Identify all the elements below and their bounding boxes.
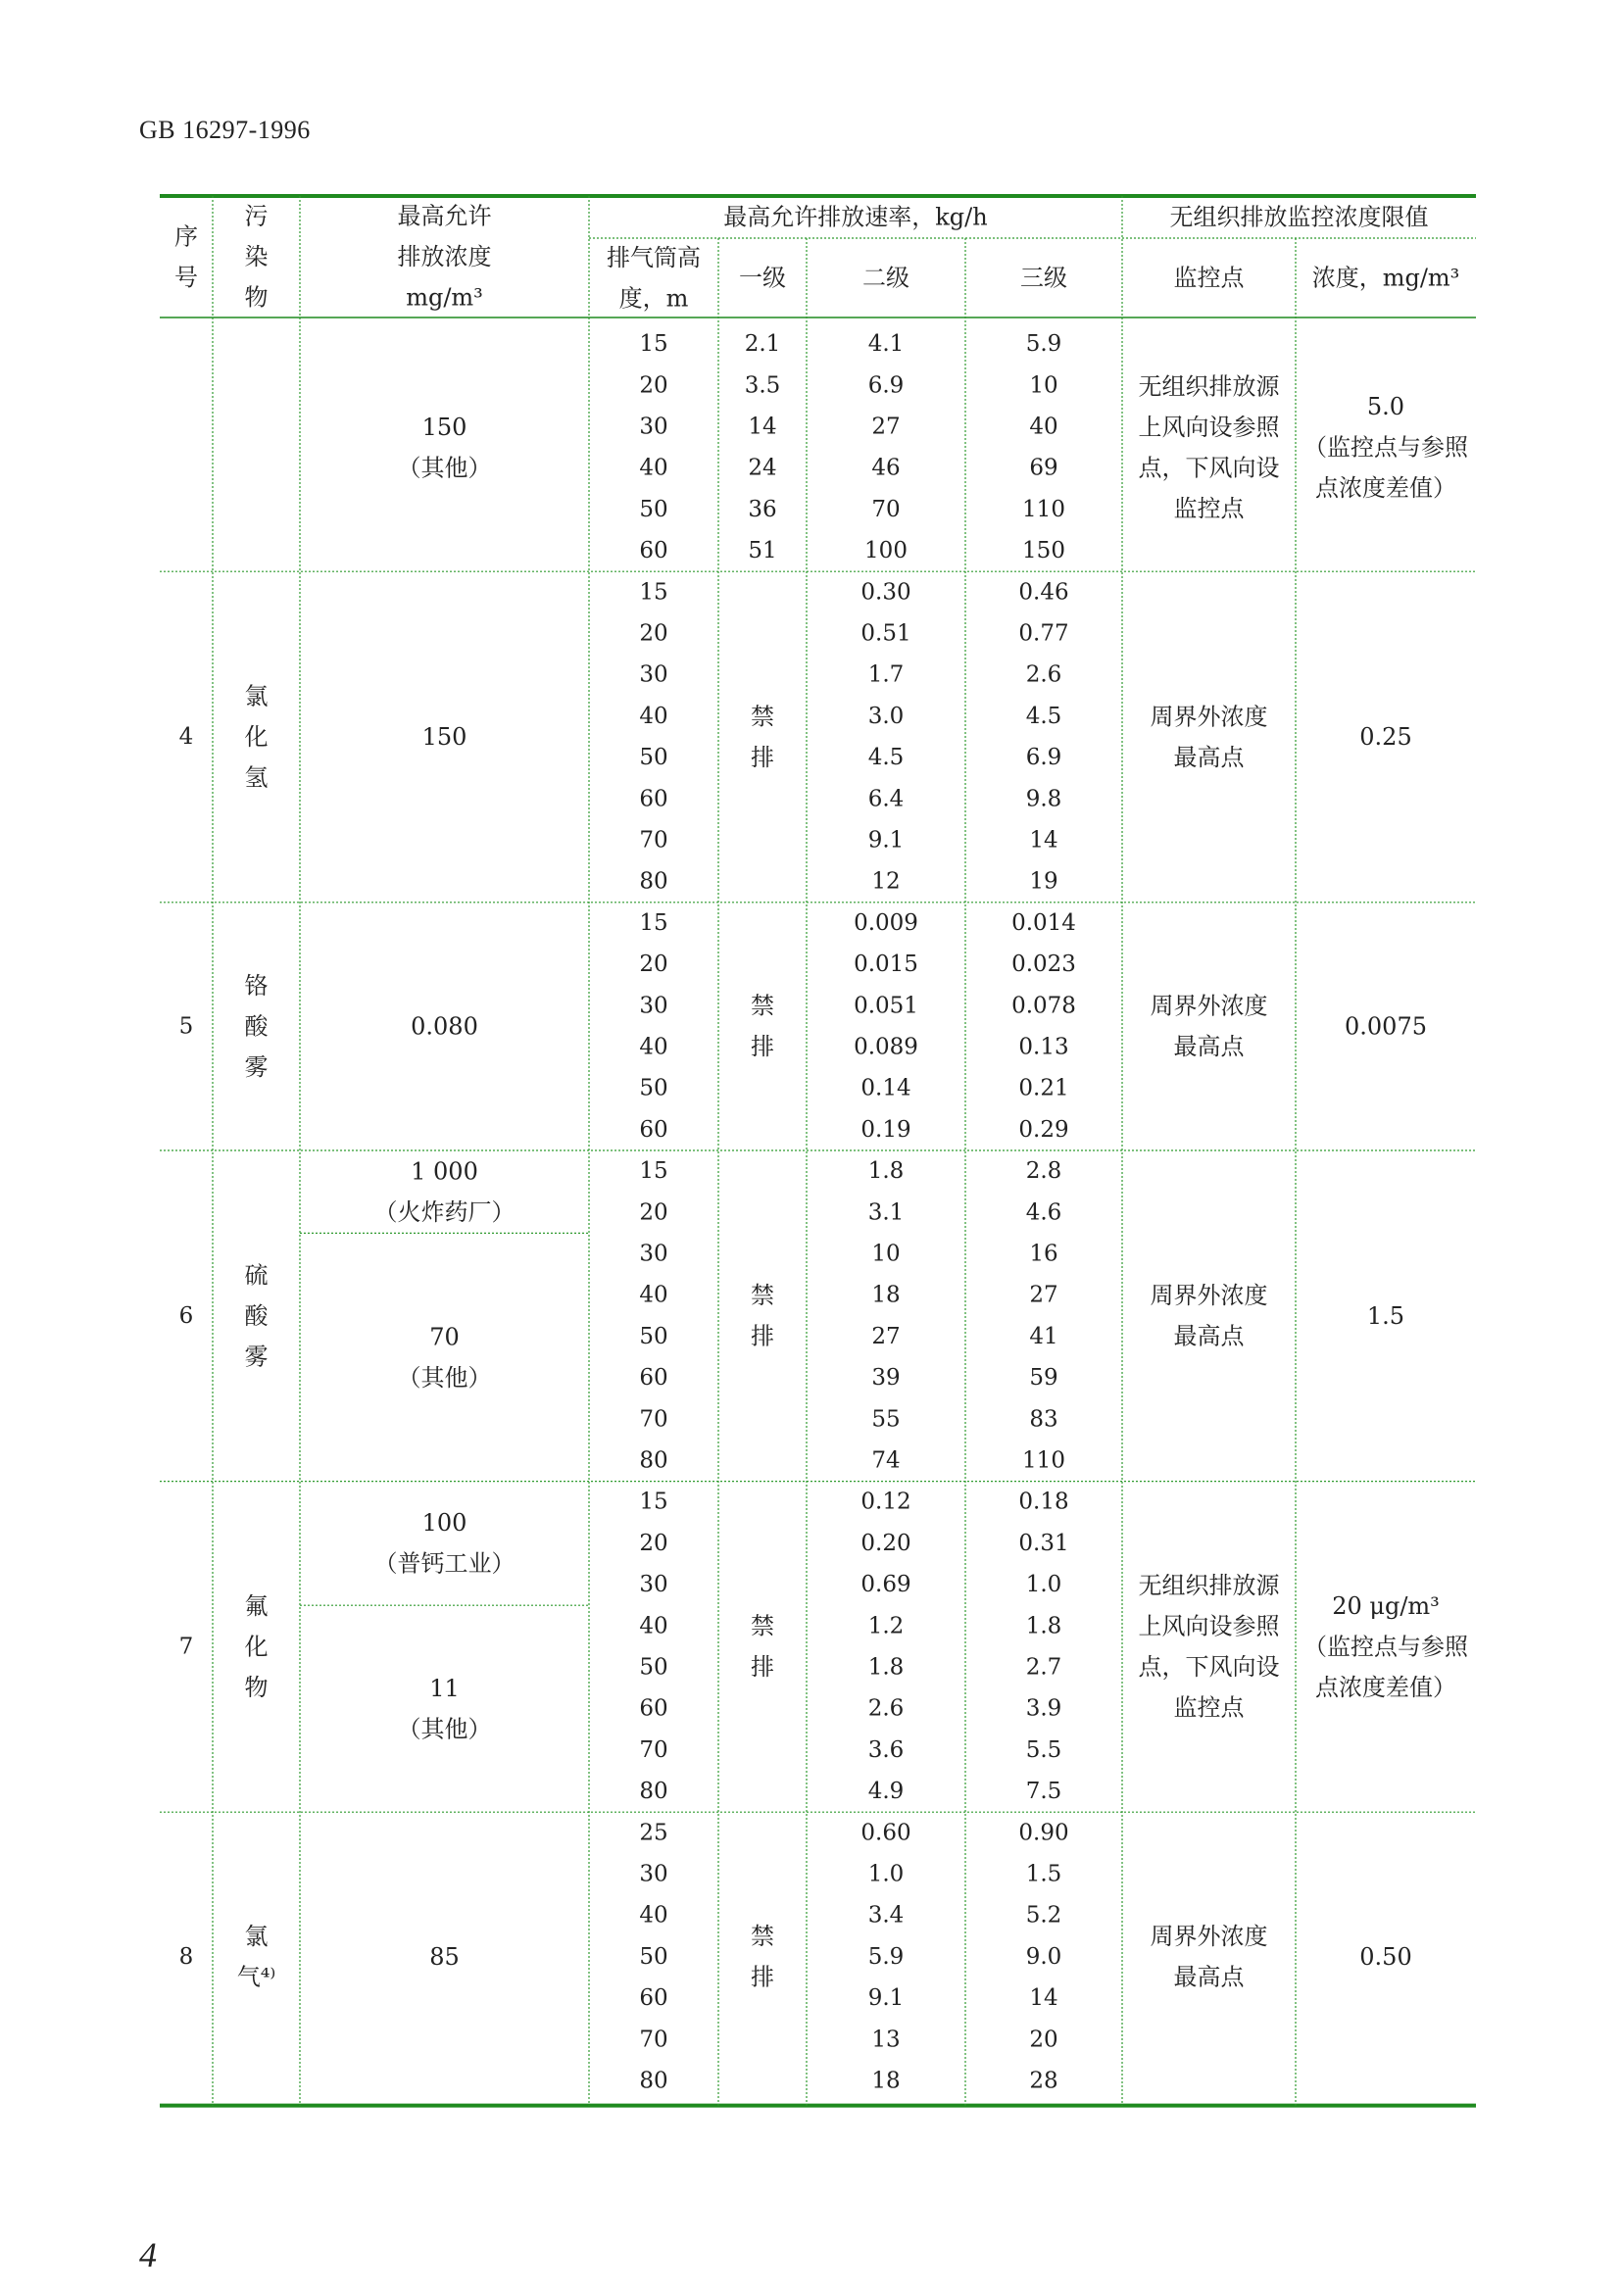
grade-2-cell: 70 [871, 496, 901, 522]
grade-1-cell: 24 [748, 455, 777, 481]
grade-2-cell: 1.0 [867, 1861, 905, 1887]
grade-2-cell: 0.60 [860, 1820, 911, 1846]
concentration-limit-cell: 5.0 [1366, 393, 1405, 421]
grade-3-cell: 110 [1022, 496, 1065, 522]
header-pollutant: 污 [244, 202, 269, 230]
stack-height-cell: 60 [639, 1985, 668, 2012]
stack-height-cell: 40 [639, 1902, 668, 1929]
grade-3-cell: 19 [1029, 868, 1058, 895]
grade-2-cell: 74 [871, 1447, 901, 1474]
stack-height-cell: 80 [639, 868, 668, 895]
max-concentration-cell: 11 [429, 1674, 460, 1702]
monitor-point-cell: 监控点 [1173, 494, 1245, 522]
grade-2-cell: 39 [871, 1365, 901, 1392]
grade-1-cell: 3.5 [744, 372, 781, 399]
stack-height-cell: 20 [639, 952, 668, 978]
max-concentration-cell: （普钙工业） [373, 1549, 516, 1578]
grade-2-cell: 18 [871, 2068, 901, 2094]
grade-2-cell: 3.1 [867, 1199, 905, 1226]
stack-height-cell: 25 [639, 1820, 668, 1846]
grade-3-cell: 20 [1029, 2027, 1058, 2053]
concentration-limit-cell: （监控点与参照 [1303, 1633, 1468, 1661]
seq-number: 5 [178, 1013, 194, 1040]
max-concentration-cell: （其他） [397, 454, 492, 482]
grade-3-cell: 7.5 [1025, 1779, 1062, 1805]
grade-3-cell: 0.023 [1011, 952, 1076, 978]
header-concentration: 浓度，mg/m³ [1311, 264, 1460, 292]
seq-number: 4 [178, 724, 194, 750]
header-grade-1: 一级 [739, 264, 786, 292]
grade-3-cell: 28 [1029, 2068, 1058, 2094]
stack-height-cell: 60 [639, 786, 668, 812]
standard-code: GB 16297-1996 [139, 116, 311, 144]
grade-2-cell: 4.9 [867, 1779, 905, 1805]
header-seq: 号 [174, 263, 198, 291]
stack-height-cell: 60 [639, 1695, 668, 1722]
grade-3-cell: 110 [1022, 1447, 1065, 1474]
concentration-limit-cell: 0.25 [1359, 723, 1412, 751]
monitor-point-cell: 最高点 [1173, 1963, 1245, 1991]
monitor-point-cell: 监控点 [1173, 1693, 1245, 1722]
grade-3-cell: 0.77 [1018, 620, 1069, 647]
grade-2-cell: 0.69 [860, 1572, 911, 1598]
header-stack-height: 度，m [618, 284, 689, 313]
grade-2-cell: 1.8 [867, 1158, 905, 1185]
header-max-concentration: 最高允许 [397, 202, 492, 230]
header-pollutant: 物 [244, 283, 269, 312]
max-concentration-cell: 70 [429, 1323, 460, 1351]
stack-height-cell: 30 [639, 1861, 668, 1887]
grade-2-cell: 5.9 [867, 1943, 905, 1970]
grade-2-cell: 1.2 [867, 1613, 905, 1639]
grade-2-cell: 0.20 [860, 1530, 911, 1556]
header-grade-2: 二级 [862, 264, 909, 292]
grade-3-cell: 2.7 [1025, 1654, 1062, 1681]
stack-height-cell: 20 [639, 372, 668, 399]
grade-3-cell: 0.29 [1018, 1116, 1069, 1143]
pollutant-name: 硫 [244, 1261, 269, 1290]
stack-height-cell: 30 [639, 1241, 668, 1267]
grade-3-cell: 5.5 [1025, 1736, 1062, 1763]
grade-3-cell: 1.8 [1025, 1613, 1062, 1639]
grade-2-cell: 0.19 [860, 1116, 911, 1143]
header-fugitive-limit: 无组织排放监控浓度限值 [1169, 203, 1429, 231]
grade-1-prohibited: 排 [751, 1963, 774, 1991]
concentration-limit-cell: 点浓度差值） [1315, 474, 1456, 503]
stack-height-cell: 50 [639, 1654, 668, 1681]
stack-height-cell: 30 [639, 414, 668, 440]
grade-3-cell: 150 [1022, 538, 1065, 564]
stack-height-cell: 60 [639, 1365, 668, 1392]
grade-2-cell: 6.9 [867, 372, 905, 399]
grade-1-prohibited: 排 [751, 1322, 774, 1350]
pollutant-name: 氢 [244, 763, 269, 792]
max-concentration-cell: （其他） [397, 1363, 492, 1392]
stack-height-cell: 50 [639, 496, 668, 522]
monitor-point-cell: 点，下风向设 [1138, 1653, 1280, 1682]
header-max-concentration: 排放浓度 [397, 243, 492, 270]
monitor-point-cell: 周界外浓度 [1150, 992, 1268, 1020]
seq-number: 8 [178, 1943, 194, 1970]
grade-3-cell: 0.014 [1011, 909, 1076, 936]
grade-3-cell: 16 [1029, 1241, 1058, 1267]
grade-3-cell: 0.90 [1018, 1820, 1069, 1846]
grade-1-prohibited: 禁 [751, 1923, 774, 1951]
grade-3-cell: 4.5 [1025, 703, 1062, 729]
grade-3-cell: 0.21 [1018, 1075, 1069, 1101]
pollutant-name: 酸 [244, 1012, 269, 1041]
grade-1-cell: 14 [748, 414, 777, 440]
grade-3-cell: 83 [1029, 1406, 1058, 1433]
pollutant-name: 铬 [244, 971, 269, 1000]
pollutant-name: 化 [244, 723, 269, 751]
monitor-point-cell: 周界外浓度 [1150, 1923, 1268, 1951]
header-grade-3: 三级 [1020, 264, 1067, 292]
pollutant-name: 氯 [244, 1923, 269, 1951]
monitor-point-cell: 无组织排放源 [1138, 1572, 1280, 1600]
pollutant-name: 气⁴⁾ [236, 1963, 276, 1991]
concentration-limit-cell: 20 μg/m³ [1332, 1591, 1440, 1620]
stack-height-cell: 20 [639, 1530, 668, 1556]
grade-3-cell: 3.9 [1025, 1695, 1062, 1722]
pollutant-name: 氟 [244, 1591, 269, 1620]
grade-1-prohibited: 禁 [751, 992, 774, 1020]
stack-height-cell: 80 [639, 2068, 668, 2094]
stack-height-cell: 40 [639, 1282, 668, 1308]
grade-2-cell: 100 [864, 538, 908, 564]
grade-1-prohibited: 禁 [751, 703, 774, 731]
pollutant-name: 酸 [244, 1301, 269, 1330]
stack-height-cell: 15 [639, 909, 668, 936]
grade-2-cell: 4.1 [867, 331, 905, 358]
stack-height-cell: 40 [639, 703, 668, 729]
grade-2-cell: 3.0 [867, 703, 905, 729]
header-seq: 序 [174, 222, 198, 251]
max-concentration-cell: 150 [421, 413, 467, 441]
grade-3-cell: 14 [1029, 827, 1058, 854]
grade-3-cell: 40 [1029, 414, 1058, 440]
monitor-point-cell: 最高点 [1173, 743, 1245, 771]
monitor-point-cell: 周界外浓度 [1150, 1282, 1268, 1310]
header-max-concentration: mg/m³ [406, 283, 483, 312]
grade-3-cell: 9.8 [1025, 786, 1062, 812]
grade-3-cell: 1.0 [1025, 1572, 1062, 1598]
grade-3-cell: 1.5 [1025, 1861, 1062, 1887]
stack-height-cell: 60 [639, 1116, 668, 1143]
stack-height-cell: 50 [639, 1075, 668, 1101]
stack-height-cell: 40 [639, 1034, 668, 1060]
page-number: 4 [139, 2235, 157, 2274]
grade-2-cell: 3.4 [867, 1902, 905, 1929]
grade-3-cell: 0.18 [1018, 1489, 1069, 1515]
grade-1-prohibited: 排 [751, 743, 774, 771]
grade-3-cell: 14 [1029, 1985, 1058, 2012]
grade-1-prohibited: 排 [751, 1653, 774, 1682]
stack-height-cell: 50 [639, 745, 668, 771]
grade-2-cell: 0.015 [854, 952, 918, 978]
grade-3-cell: 10 [1029, 372, 1058, 399]
seq-number: 7 [178, 1634, 194, 1660]
stack-height-cell: 70 [639, 1736, 668, 1763]
max-concentration-cell: 1 000 [411, 1157, 478, 1186]
grade-2-cell: 4.5 [867, 745, 905, 771]
grade-2-cell: 0.009 [854, 909, 918, 936]
grade-2-cell: 0.12 [860, 1489, 911, 1515]
grade-3-cell: 4.6 [1025, 1199, 1062, 1226]
grade-3-cell: 0.31 [1018, 1530, 1069, 1556]
max-concentration-cell: 150 [421, 723, 467, 751]
max-concentration-cell: 100 [421, 1509, 467, 1538]
stack-height-cell: 15 [639, 1489, 668, 1515]
grade-3-cell: 5.2 [1025, 1902, 1062, 1929]
grade-3-cell: 0.13 [1018, 1034, 1069, 1060]
stack-height-cell: 70 [639, 1406, 668, 1433]
monitor-point-cell: 无组织排放源 [1138, 372, 1280, 401]
grade-3-cell: 0.078 [1011, 993, 1076, 1019]
pollutant-name: 化 [244, 1633, 269, 1661]
header-stack-height: 排气筒高 [607, 243, 701, 271]
grade-2-cell: 9.1 [867, 827, 905, 854]
concentration-limit-cell: （监控点与参照 [1303, 433, 1468, 462]
stack-height-cell: 40 [639, 455, 668, 481]
grade-3-cell: 27 [1029, 1282, 1058, 1308]
grade-2-cell: 0.14 [860, 1075, 911, 1101]
stack-height-cell: 15 [639, 579, 668, 606]
grade-2-cell: 12 [871, 868, 901, 895]
stack-height-cell: 50 [639, 1943, 668, 1970]
pollutant-name: 雾 [244, 1052, 269, 1081]
grade-3-cell: 59 [1029, 1365, 1058, 1392]
max-concentration-cell: （其他） [397, 1715, 492, 1743]
stack-height-cell: 30 [639, 1572, 668, 1598]
max-concentration-cell: （火炸药厂） [373, 1197, 516, 1226]
grade-3-cell: 5.9 [1025, 331, 1062, 358]
grade-2-cell: 1.7 [867, 661, 905, 688]
grade-2-cell: 55 [871, 1406, 901, 1433]
monitor-point-cell: 上风向设参照 [1138, 1612, 1280, 1640]
stack-height-cell: 20 [639, 620, 668, 647]
concentration-limit-cell: 0.50 [1359, 1942, 1412, 1971]
header-monitor-point: 监控点 [1173, 264, 1245, 292]
stack-height-cell: 15 [639, 1158, 668, 1185]
grade-1-cell: 2.1 [744, 331, 781, 358]
grade-2-cell: 3.6 [867, 1736, 905, 1763]
stack-height-cell: 50 [639, 1323, 668, 1349]
concentration-limit-cell: 0.0075 [1345, 1012, 1427, 1041]
grade-3-cell: 69 [1029, 455, 1058, 481]
pollutant-name: 雾 [244, 1343, 269, 1371]
grade-2-cell: 1.8 [867, 1654, 905, 1681]
stack-height-cell: 70 [639, 2027, 668, 2053]
grade-2-cell: 27 [871, 1323, 901, 1349]
concentration-limit-cell: 1.5 [1366, 1301, 1405, 1330]
stack-height-cell: 70 [639, 827, 668, 854]
grade-2-cell: 13 [871, 2027, 901, 2053]
grade-2-cell: 0.51 [860, 620, 911, 647]
max-concentration-cell: 0.080 [411, 1012, 478, 1041]
stack-height-cell: 60 [639, 538, 668, 564]
pollutant-name: 物 [244, 1673, 269, 1701]
stack-height-cell: 30 [639, 661, 668, 688]
stack-height-cell: 40 [639, 1613, 668, 1639]
grade-1-cell: 51 [748, 538, 777, 564]
monitor-point-cell: 点，下风向设 [1138, 454, 1280, 482]
stack-height-cell: 80 [639, 1779, 668, 1805]
header-pollutant: 染 [244, 243, 269, 270]
grade-1-prohibited: 禁 [751, 1612, 774, 1640]
grade-1-prohibited: 排 [751, 1033, 774, 1061]
grade-1-cell: 36 [748, 496, 777, 522]
stack-height-cell: 20 [639, 1199, 668, 1226]
pollutant-name: 氯 [244, 682, 269, 710]
grade-2-cell: 0.051 [854, 993, 918, 1019]
monitor-point-cell: 最高点 [1173, 1033, 1245, 1061]
grade-2-cell: 27 [871, 414, 901, 440]
grade-2-cell: 10 [871, 1241, 901, 1267]
grade-2-cell: 2.6 [867, 1695, 905, 1722]
grade-2-cell: 6.4 [867, 786, 905, 812]
grade-3-cell: 2.6 [1025, 661, 1062, 688]
seq-number: 6 [178, 1302, 194, 1329]
monitor-point-cell: 最高点 [1173, 1322, 1245, 1350]
grade-3-cell: 41 [1029, 1323, 1058, 1349]
grade-2-cell: 0.30 [860, 579, 911, 606]
grade-2-cell: 0.089 [854, 1034, 918, 1060]
stack-height-cell: 15 [639, 331, 668, 358]
grade-3-cell: 2.8 [1025, 1158, 1062, 1185]
stack-height-cell: 80 [639, 1447, 668, 1474]
grade-3-cell: 9.0 [1025, 1943, 1062, 1970]
stack-height-cell: 30 [639, 993, 668, 1019]
grade-1-prohibited: 禁 [751, 1282, 774, 1310]
grade-3-cell: 6.9 [1025, 745, 1062, 771]
grade-2-cell: 18 [871, 1282, 901, 1308]
grade-3-cell: 0.46 [1018, 579, 1069, 606]
header-emission-rate: 最高允许排放速率，kg/h [723, 203, 988, 231]
concentration-limit-cell: 点浓度差值） [1315, 1673, 1456, 1701]
max-concentration-cell: 85 [429, 1942, 460, 1971]
monitor-point-cell: 上风向设参照 [1138, 413, 1280, 441]
monitor-point-cell: 周界外浓度 [1150, 703, 1268, 731]
grade-2-cell: 46 [871, 455, 901, 481]
grade-2-cell: 9.1 [867, 1985, 905, 2012]
